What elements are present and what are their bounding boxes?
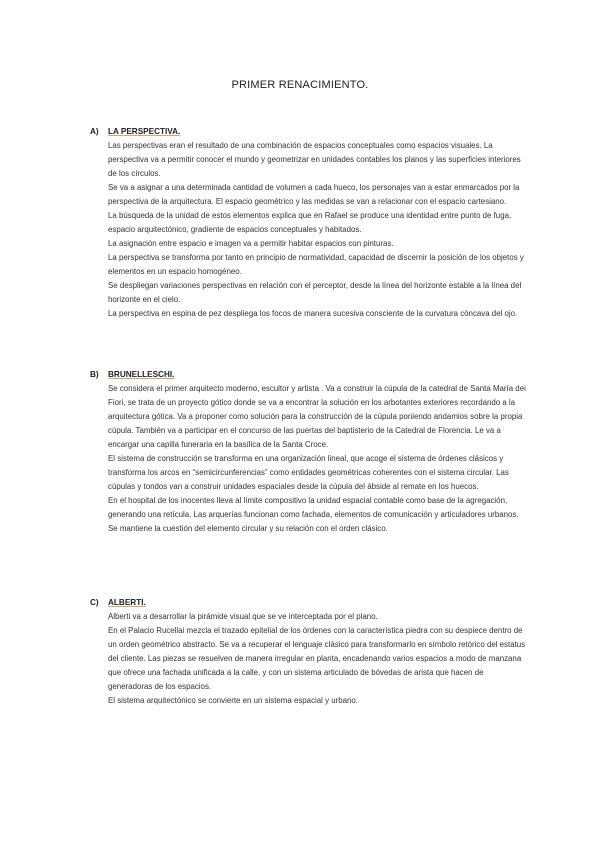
section-heading <box>90 368 530 382</box>
section-heading <box>90 125 530 139</box>
section-letter: C) <box>90 598 99 607</box>
paragraph: La búsqueda de la unidad de estos elementos explica que en Rafael se produce una identidad entre punto de fuga, espacio arquitectónico, gradiente de espacios conceptuales y habitados. <box>108 211 512 234</box>
paragraph: La perspectiva en espina de pez despliega los focos de manera sucesiva consciente de la curvatura cóncava del ojo. <box>108 309 518 318</box>
paragraph: En el hospital de los inocentes lleva al límite compositivo la unidad espacial contable como base de la agregación, generando una retícula. Las arquerías funcionan como fachada, elementos de comunicación y articuladores urbanos. Se mantiene la cuestión del elemento circular y su relación con el orden clásico. <box>108 496 519 533</box>
paragraph: El sistema arquitectónico se convierte en un sistema espacial y urbano. <box>108 696 358 705</box>
section-letter: A) <box>90 127 99 136</box>
paragraph: La asignación entre espacio e imagen va a permitir habitar espacios con pinturas. <box>108 239 394 248</box>
section-title: BRUNELLESCHI. <box>108 370 175 379</box>
section-body <box>108 382 528 536</box>
paragraph: La perspectiva se transforma por tanto en principio de normatividad, capacidad de discernir la posición de los objetos y elementos en un espacio homogéneo. <box>108 253 524 276</box>
section-body <box>108 610 528 708</box>
paragraph: El sistema de construcción se transforma en una organización lineal, que acoge el sistema de órdenes clásicos y transforma los arcos en “semicircunferencias” como entidades geométricas coherentes con el sistema circular. Las cúpulas y tondos van a construir unidades espaciales desde la cúpula del ábside al remate en los huecos. <box>108 454 509 491</box>
section-body <box>108 139 528 321</box>
section-perspectiva <box>90 125 530 321</box>
section-brunelleschi <box>90 368 530 536</box>
paragraph: Alberti va a desarrollar la pirámide visual que se ve interceptada por el plano. <box>108 612 378 621</box>
paragraph: Se va a asignar a una determinada cantidad de volumen a cada hueco, los personajes van a estar enmarcados por la perspectiva de la arquitectura. El espacio geométrico y las medidas se van a relacionar con el espacio cartesiano. <box>108 183 520 206</box>
paragraph: Se considera el primer arquitecto moderno, escultor y artista . Va a construir la cúpula de la catedral de Santa María dei Fiori, se trata de un proyecto gótico donde se va a encontrar la solución en los arbotantes exteriores recordando a la arquitectura gótica. Va a proponer como solución para la construcción de la cúpula poniendo andamios sobre la propia cúpula. También va a participar en el concurso de las puertas del baptisterio de la Catedral de Florencia. Le va a encargar una capilla funeraria en la basílica de la Santa Croce. <box>108 384 526 449</box>
paragraph: Las perspectivas eran el resultado de una combinación de espacios conceptuales como espacios visuales. La perspectiva va a permitir conocer el mundo y geometrizar en unidades contables los planos y las superficies interiores de los círculos. <box>108 141 521 178</box>
section-alberti <box>90 596 530 708</box>
paragraph: Se despliegan variaciones perspectivas en relación con el perceptor, desde la línea del horizonte estable a la línea del horizonte en el cielo. <box>108 281 522 304</box>
page-title: PRIMER RENACIMIENTO. <box>231 79 369 91</box>
section-title: ALBERTI. <box>108 598 146 607</box>
section-letter: B) <box>90 370 99 379</box>
paragraph: En el Palacio Rucellai mezcla el trazado epitelial de los órdenes con la característica piedra con su despiece dentro de un orden geométrico abstracto. Se va a recuperar el lenguaje clásico para transformarlo en símbolo retórico del estatus del cliente. Las piezas se resuelven de manera irregular en planta, encadenando varios espacios a modo de manzana que ofrece una fachada unificada a la calle, y con un sistema articulado de bóvedas de arista que hacen de generadoras de los espacios. <box>108 626 526 691</box>
section-title: LA PERSPECTIVA. <box>108 127 181 136</box>
section-heading <box>90 596 530 610</box>
